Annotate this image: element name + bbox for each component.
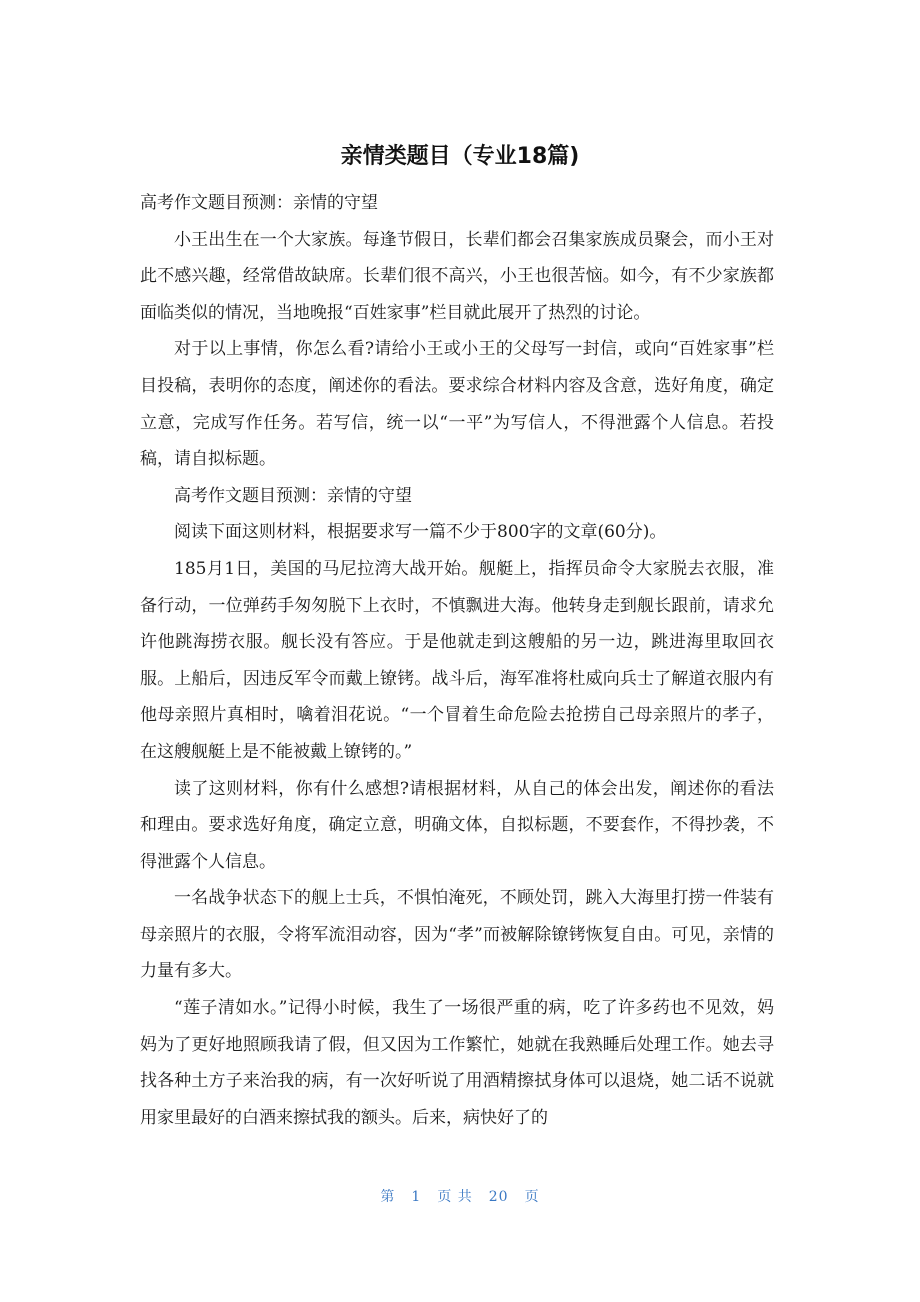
footer-middle: 页 共 xyxy=(437,1189,473,1205)
footer-total-pages: 20 xyxy=(488,1189,509,1205)
page-footer xyxy=(0,1186,920,1208)
paragraph: 对于以上事情，你怎么看?请给小王或小王的父母写一封信，或向“百姓家事”栏目投稿，表明你的态度，阐述你的看法。要求综合材料内容及含意，选好角度，确定立意，完成写作任务。若写信，统一以“一平”为写信人，不得泄露个人信息。若投稿，请自拟标题。 xyxy=(140,339,774,470)
paragraph: “莲子清如水。”记得小时候，我生了一场很严重的病，吃了许多药也不见效，妈妈为了更好地照顾我请了假，但又因为工作繁忙，她就在我熟睡后处理工作。她去寻找各种土方子来治我的病，有一次好听说了用酒精擦拭身体可以退烧，她二话不说就用家里最好的白酒来擦拭我的额头。后来，病快好了的 xyxy=(140,998,774,1128)
paragraph: 小王出生在一个大家族。每逢节假日，长辈们都会召集家族成员聚会，而小王对此不感兴趣，经常借故缺席。长辈们很不高兴，小王也很苦恼。如今，有不少家族都面临类似的情况，当地晚报“百姓家事”栏目就此展开了热烈的讨论。 xyxy=(140,229,774,323)
footer-suffix: 页 xyxy=(524,1189,540,1205)
paragraph: 阅读下面这则材料，根据要求写一篇不少于800字的文章(60分)。 xyxy=(174,522,667,543)
paragraph: 高考作文题目预测：亲情的守望 xyxy=(174,485,412,506)
document-body xyxy=(140,185,774,1136)
paragraph: 185月1日，美国的马尼拉湾大战开始。舰艇上，指挥员命令大家脱去衣服，准备行动，一位弹药手匆匆脱下上衣时，不慎飘进大海。他转身走到舰长跟前，请求允许他跳海捞衣服。舰长没有答应。于是他就走到这艘船的另一边，跳进海里取回衣服。上船后，因违反军令而戴上镣铐。战斗后，海军准将杜威向兵士了解道衣服内有他母亲照片真相时，噙着泪花说。“一个冒着生命危险去抢捞自己母亲照片的孝子，在这艘舰艇上是不能被戴上镣铐的。” xyxy=(140,558,774,762)
paragraph: 高考作文题目预测：亲情的守望 xyxy=(140,193,378,213)
footer-page-number: 1 xyxy=(411,1189,422,1205)
document-title: 亲情类题目（专业18篇) xyxy=(340,144,580,169)
footer-prefix: 第 xyxy=(380,1189,396,1205)
paragraph: 一名战争状态下的舰上士兵，不惧怕淹死，不顾处罚，跳入大海里打捞一件装有母亲照片的衣服，令将军流泪动容，因为“孝”而被解除镣铐恢复自由。可见，亲情的力量有多大。 xyxy=(140,888,774,982)
paragraph: 读了这则材料，你有什么感想?请根据材料，从自己的体会出发，阐述你的看法和理由。要求选好角度，确定立意，明确文体，自拟标题，不要套作，不得抄袭，不得泄露个人信息。 xyxy=(140,778,774,872)
